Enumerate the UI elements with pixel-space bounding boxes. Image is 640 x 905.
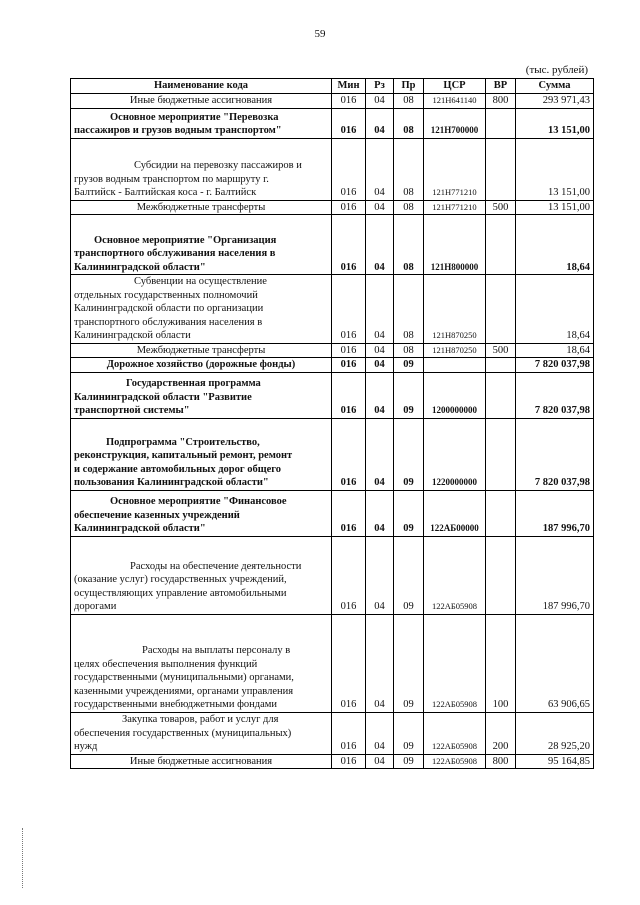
row-name [71, 754, 332, 769]
sum-cell: 63 906,65 [516, 614, 594, 712]
vr-cell [486, 490, 516, 536]
pr-cell: 09 [394, 418, 424, 490]
vr-cell [486, 372, 516, 418]
table-row [71, 372, 594, 418]
rz-cell: 04 [366, 275, 394, 344]
rz-cell: 04 [366, 215, 394, 275]
row-name-line: и содержание автомобильных дорог общего [74, 463, 282, 475]
row-name [71, 614, 332, 712]
sum-cell: 7 820 037,98 [516, 372, 594, 418]
rz-cell: 04 [366, 490, 394, 536]
rz-cell: 04 [366, 358, 394, 373]
row-name-line: государственными внебюджетными фондами [74, 699, 278, 710]
row-name-line: пассажиров и грузов водным транспортом" [74, 125, 282, 136]
row-name-line: Калининградской области [74, 330, 191, 341]
vr-cell: 200 [486, 712, 516, 754]
sum-cell: 7 820 037,98 [516, 418, 594, 490]
pr-cell: 08 [394, 108, 424, 138]
table-row [71, 94, 594, 109]
row-name-line: Расходы на обеспечение деятельности [130, 560, 302, 572]
min-cell: 016 [332, 712, 366, 754]
row-name-line: Закупка товаров, работ и услуг для [122, 714, 279, 725]
header-rz: Рз [366, 79, 394, 94]
pr-cell: 09 [394, 536, 424, 614]
row-name-line: целях обеспечения выполнения функций [74, 658, 258, 670]
csr-cell: 121Н771210 [424, 138, 486, 200]
row-name-line: Калининградской области" [74, 261, 206, 273]
table-row [71, 215, 594, 275]
row-name-line: грузов водным транспортом по маршруту г. [74, 173, 269, 185]
margin-mark [22, 828, 23, 888]
sum-cell: 95 164,85 [516, 754, 594, 769]
csr-cell: 121Н800000 [424, 215, 486, 275]
table-row [71, 754, 594, 769]
table-row [71, 418, 594, 490]
pr-cell: 08 [394, 200, 424, 215]
sum-cell: 187 996,70 [516, 536, 594, 614]
min-cell: 016 [332, 372, 366, 418]
row-name [71, 138, 332, 200]
row-name-line: Межбюджетные трансферты [136, 344, 266, 356]
table-row [71, 275, 594, 344]
table-row [71, 712, 594, 754]
row-name [71, 108, 332, 138]
min-cell: 016 [332, 94, 366, 109]
vr-cell [486, 275, 516, 344]
rz-cell: 04 [366, 200, 394, 215]
pr-cell: 09 [394, 614, 424, 712]
row-name-line: пользования Калининградской области" [74, 477, 269, 488]
table-row [71, 138, 594, 200]
row-name-line: Субвенции на осуществление [134, 276, 267, 287]
sum-cell: 187 996,70 [516, 490, 594, 536]
sum-cell: 7 820 037,98 [516, 358, 594, 373]
vr-cell [486, 536, 516, 614]
rz-cell: 04 [366, 94, 394, 109]
pr-cell: 09 [394, 490, 424, 536]
sum-cell: 28 925,20 [516, 712, 594, 754]
rz-cell: 04 [366, 343, 394, 358]
min-cell: 016 [332, 200, 366, 215]
budget-table [70, 78, 594, 769]
rz-cell: 04 [366, 108, 394, 138]
table-row [71, 614, 594, 712]
row-name-line: Дорожное хозяйство (дорожные фонды) [106, 359, 296, 370]
rz-cell: 04 [366, 754, 394, 769]
row-name [71, 490, 332, 536]
table-row [71, 108, 594, 138]
row-name-line: Иные бюджетные ассигнования [129, 95, 273, 106]
row-name-line: обеспечение казенных учреждений [74, 509, 240, 521]
sum-cell: 13 151,00 [516, 138, 594, 200]
table-row [71, 200, 594, 215]
min-cell: 016 [332, 358, 366, 373]
row-name-line: Подпрограмма "Строительство, [106, 436, 260, 448]
header-csr: ЦСР [424, 79, 486, 94]
min-cell: 016 [332, 215, 366, 275]
row-name-line: дорогами [74, 601, 117, 612]
table-body [71, 94, 594, 769]
row-name [71, 275, 332, 344]
row-name-line: нужд [74, 741, 98, 752]
min-cell: 016 [332, 536, 366, 614]
csr-cell: 122АБ05908 [424, 614, 486, 712]
row-name-line: Субсидии на перевозку пассажиров и [134, 160, 302, 171]
csr-cell: 1220000000 [424, 418, 486, 490]
csr-cell: 121Н700000 [424, 108, 486, 138]
rz-cell: 04 [366, 712, 394, 754]
page-number: 59 [314, 28, 326, 40]
row-name-line: государственными (муниципальными) органами, [74, 672, 294, 683]
row-name-line: Калининградской области по организации [74, 303, 264, 314]
pr-cell: 09 [394, 372, 424, 418]
min-cell: 016 [332, 343, 366, 358]
row-name-line: Основное мероприятие "Финансовое [110, 496, 287, 507]
vr-cell [486, 138, 516, 200]
csr-cell: 121Н870250 [424, 275, 486, 344]
vr-cell: 500 [486, 343, 516, 358]
table-row [71, 343, 594, 358]
csr-cell: 121Н870250 [424, 343, 486, 358]
row-name-line: Калининградской области "Развитие [74, 391, 252, 403]
pr-cell: 09 [394, 754, 424, 769]
pr-cell: 09 [394, 358, 424, 373]
min-cell: 016 [332, 108, 366, 138]
pr-cell: 08 [394, 138, 424, 200]
pr-cell: 09 [394, 712, 424, 754]
table-row [71, 490, 594, 536]
sum-cell: 13 151,00 [516, 200, 594, 215]
vr-cell [486, 418, 516, 490]
row-name [71, 418, 332, 490]
row-name-line: транспортной системы" [74, 405, 190, 416]
row-name-line: Расходы на выплаты персоналу в [142, 645, 291, 656]
row-name-line: Балтийск - Балтийская коса - г. Балтийск [74, 187, 257, 198]
vr-cell: 100 [486, 614, 516, 712]
row-name-line: реконструкция, капитальный ремонт, ремонт [74, 450, 293, 461]
header-sum: Сумма [516, 79, 594, 94]
row-name [71, 215, 332, 275]
row-name-line: транспортного обслуживания населения в [74, 316, 263, 328]
min-cell: 016 [332, 275, 366, 344]
row-name [71, 358, 332, 373]
csr-cell: 122АБ05908 [424, 536, 486, 614]
row-name-line: осуществляющих управление автомобильными [74, 587, 287, 599]
sum-cell: 18,64 [516, 275, 594, 344]
min-cell: 016 [332, 490, 366, 536]
rz-cell: 04 [366, 536, 394, 614]
vr-cell [486, 215, 516, 275]
csr-cell: 122АБ00000 [424, 490, 486, 536]
csr-cell: 121Н641140 [424, 94, 486, 109]
table-row [71, 536, 594, 614]
min-cell: 016 [332, 614, 366, 712]
header-name: Наименование кода [71, 79, 332, 94]
pr-cell: 08 [394, 275, 424, 344]
header-min: Мин [332, 79, 366, 94]
row-name [71, 94, 332, 109]
min-cell: 016 [332, 138, 366, 200]
row-name-line: Иные бюджетные ассигнования [129, 755, 273, 767]
header-vr: ВР [486, 79, 516, 94]
row-name-line: обеспечения государственных (муниципальных) [74, 727, 292, 739]
row-name-line: транспортного обслуживания населения в [74, 248, 276, 259]
row-name-line: казенными учреждениями, органами управления [74, 685, 294, 697]
sum-cell: 18,64 [516, 343, 594, 358]
rz-cell: 04 [366, 614, 394, 712]
pr-cell: 08 [394, 215, 424, 275]
pr-cell: 08 [394, 343, 424, 358]
csr-cell: 121Н771210 [424, 200, 486, 215]
min-cell: 016 [332, 418, 366, 490]
row-name-line: Калининградской области" [74, 523, 206, 534]
rz-cell: 04 [366, 418, 394, 490]
csr-cell: 1200000000 [424, 372, 486, 418]
table-header-row [71, 79, 594, 94]
row-name-line: Основное мероприятие "Организация [94, 234, 277, 246]
csr-cell [424, 358, 486, 373]
sum-cell: 293 971,43 [516, 94, 594, 109]
row-name [71, 343, 332, 358]
row-name-line: (оказание услуг) государственных учреждений, [74, 574, 287, 585]
min-cell: 016 [332, 754, 366, 769]
header-pr: Пр [394, 79, 424, 94]
rz-cell: 04 [366, 138, 394, 200]
row-name [71, 200, 332, 215]
table-row [71, 358, 594, 373]
row-name-line: Основное мероприятие "Перевозка [110, 111, 279, 123]
vr-cell: 500 [486, 200, 516, 215]
row-name [71, 536, 332, 614]
sum-cell: 13 151,00 [516, 108, 594, 138]
vr-cell [486, 358, 516, 373]
vr-cell: 800 [486, 754, 516, 769]
units-note: (тыс. рублей) [525, 64, 588, 76]
row-name [71, 712, 332, 754]
row-name-line: Государственная программа [126, 378, 261, 389]
vr-cell [486, 108, 516, 138]
row-name-line: отдельных государственных полномочий [74, 289, 258, 301]
rz-cell: 04 [366, 372, 394, 418]
pr-cell: 08 [394, 94, 424, 109]
row-name-line: Межбюджетные трансферты [136, 201, 266, 213]
vr-cell: 800 [486, 94, 516, 109]
csr-cell: 122АБ05908 [424, 754, 486, 769]
row-name [71, 372, 332, 418]
sum-cell: 18,64 [516, 215, 594, 275]
csr-cell: 122АБ05908 [424, 712, 486, 754]
